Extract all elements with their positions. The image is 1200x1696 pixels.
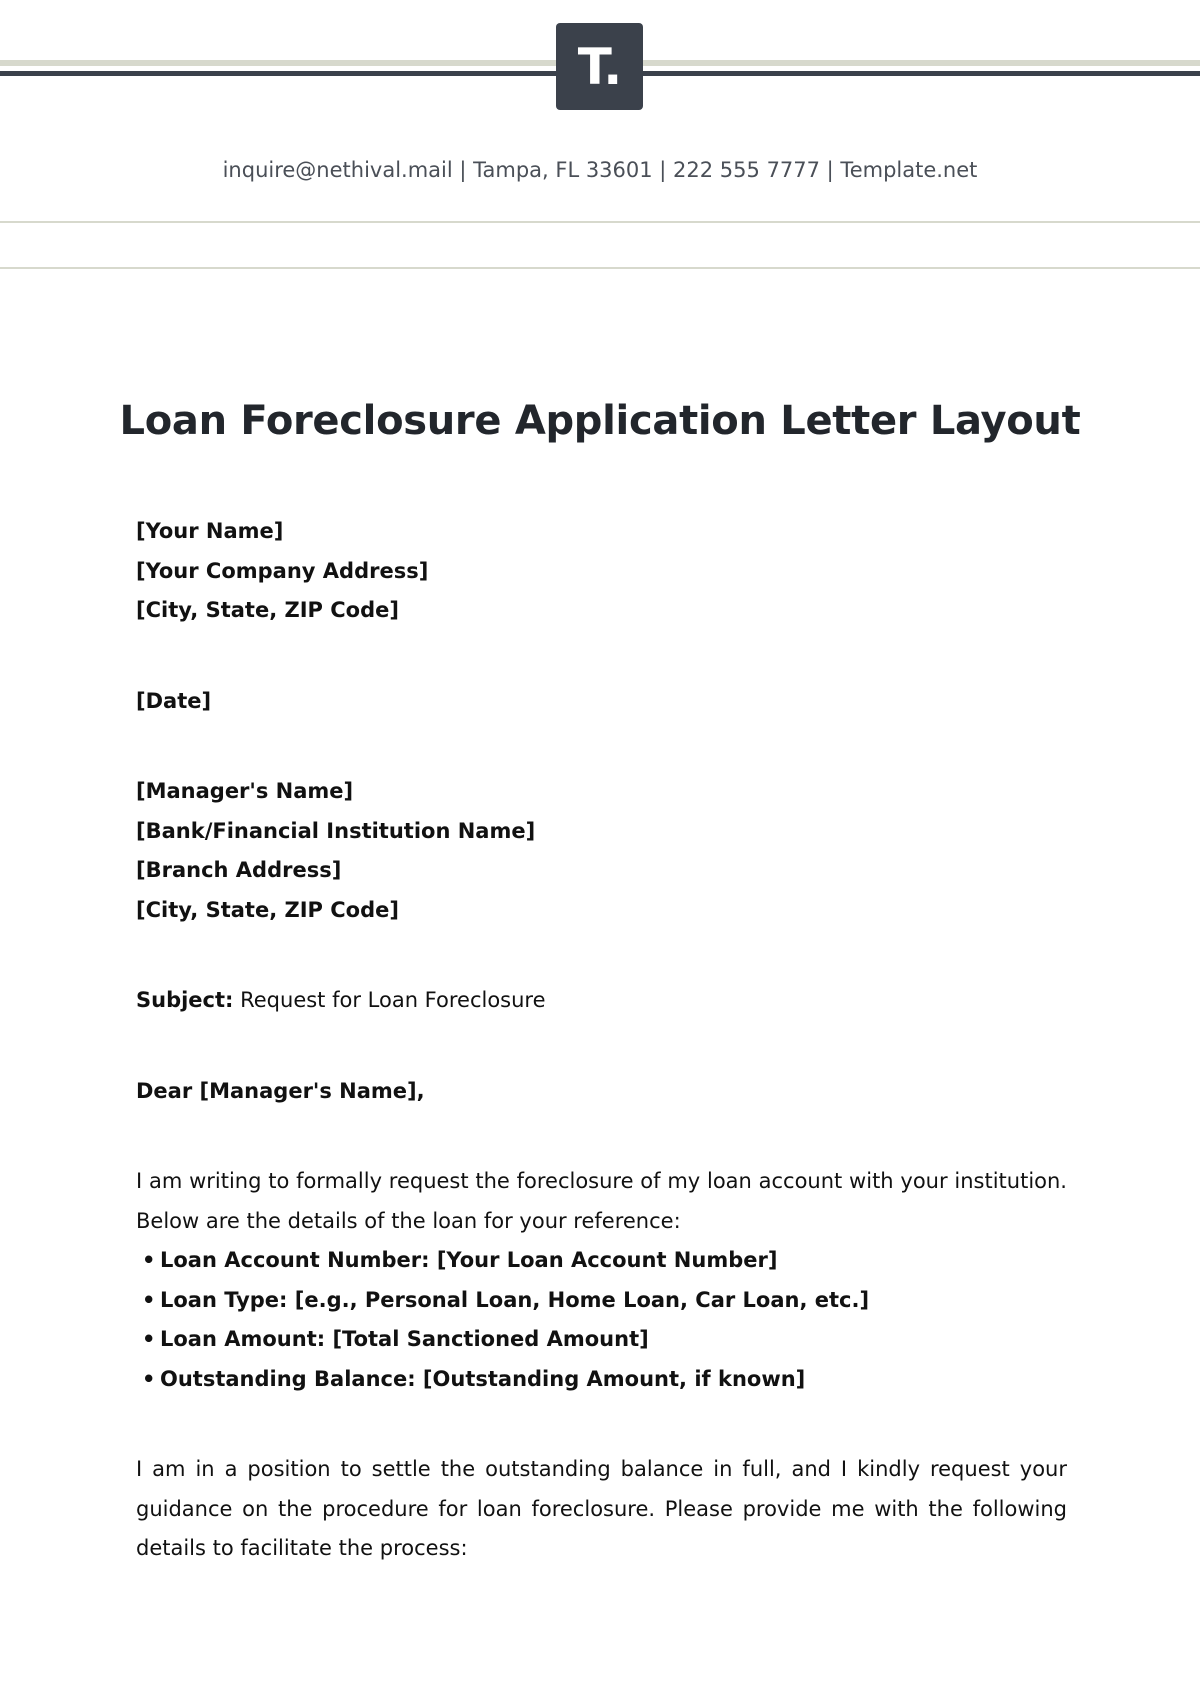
list-item — [136, 1241, 1067, 1281]
subject-text: Request for Loan Foreclosure — [233, 988, 546, 1012]
spacer — [136, 1399, 1067, 1450]
sender-name: [Your Name] — [136, 519, 284, 543]
divider-rule-2 — [0, 267, 1200, 269]
recipient-branch: [Branch Address] — [136, 858, 342, 882]
list-item — [136, 1281, 1067, 1321]
spacer — [136, 1021, 1067, 1072]
sender-city: [City, State, ZIP Code] — [136, 598, 399, 622]
contact-line: inquire@nethival.mail | Tampa, FL 33601 | 222 555 7777 | Template.net — [222, 158, 978, 182]
spacer — [136, 930, 1067, 981]
letter-date: [Date] — [136, 688, 212, 713]
company-logo — [556, 23, 643, 110]
bullet-icon: • — [142, 1366, 156, 1391]
list-item — [136, 1360, 1067, 1400]
list-item-text: Outstanding Balance: [Outstanding Amount, if known] — [160, 1366, 806, 1391]
loan-details-list — [136, 1241, 1067, 1399]
subject-label: Subject: — [136, 988, 234, 1012]
salutation: Dear [Manager's Name], — [136, 1078, 425, 1103]
spacer — [136, 721, 1067, 772]
spacer — [136, 631, 1067, 682]
paragraph-intro: I am writing to formally request the foreclosure of my loan account with your institution. Below are the details of the loan for your reference: — [136, 1169, 1067, 1233]
paragraph-settlement: I am in a position to settle the outstanding balance in full, and I kindly request your guidance on the procedure for loan foreclosure. Please provide me with the following details to facilitate the process: — [136, 1457, 1067, 1560]
logo-letter: T. — [577, 37, 622, 96]
spacer — [136, 1111, 1067, 1162]
list-item-text: Loan Type: [e.g., Personal Loan, Home Loan, Car Loan, etc.] — [160, 1287, 870, 1312]
bullet-icon: • — [142, 1327, 156, 1351]
list-item-text: Loan Account Number: [Your Loan Account Number] — [160, 1248, 778, 1272]
document-title: Loan Foreclosure Application Letter Layout — [119, 398, 1081, 444]
bullet-icon: • — [142, 1287, 156, 1312]
sender-address: [Your Company Address] — [136, 558, 429, 583]
recipient-bank: [Bank/Financial Institution Name] — [136, 818, 536, 843]
subject-line — [136, 981, 1067, 1021]
list-item — [136, 1320, 1067, 1360]
bullet-icon: • — [142, 1248, 156, 1272]
recipient-name: [Manager's Name] — [136, 779, 354, 803]
recipient-city: [City, State, ZIP Code] — [136, 897, 399, 922]
list-item-text: Loan Amount: [Total Sanctioned Amount] — [160, 1327, 649, 1351]
letter-body — [136, 512, 1067, 1569]
divider-rule-1 — [0, 221, 1200, 223]
